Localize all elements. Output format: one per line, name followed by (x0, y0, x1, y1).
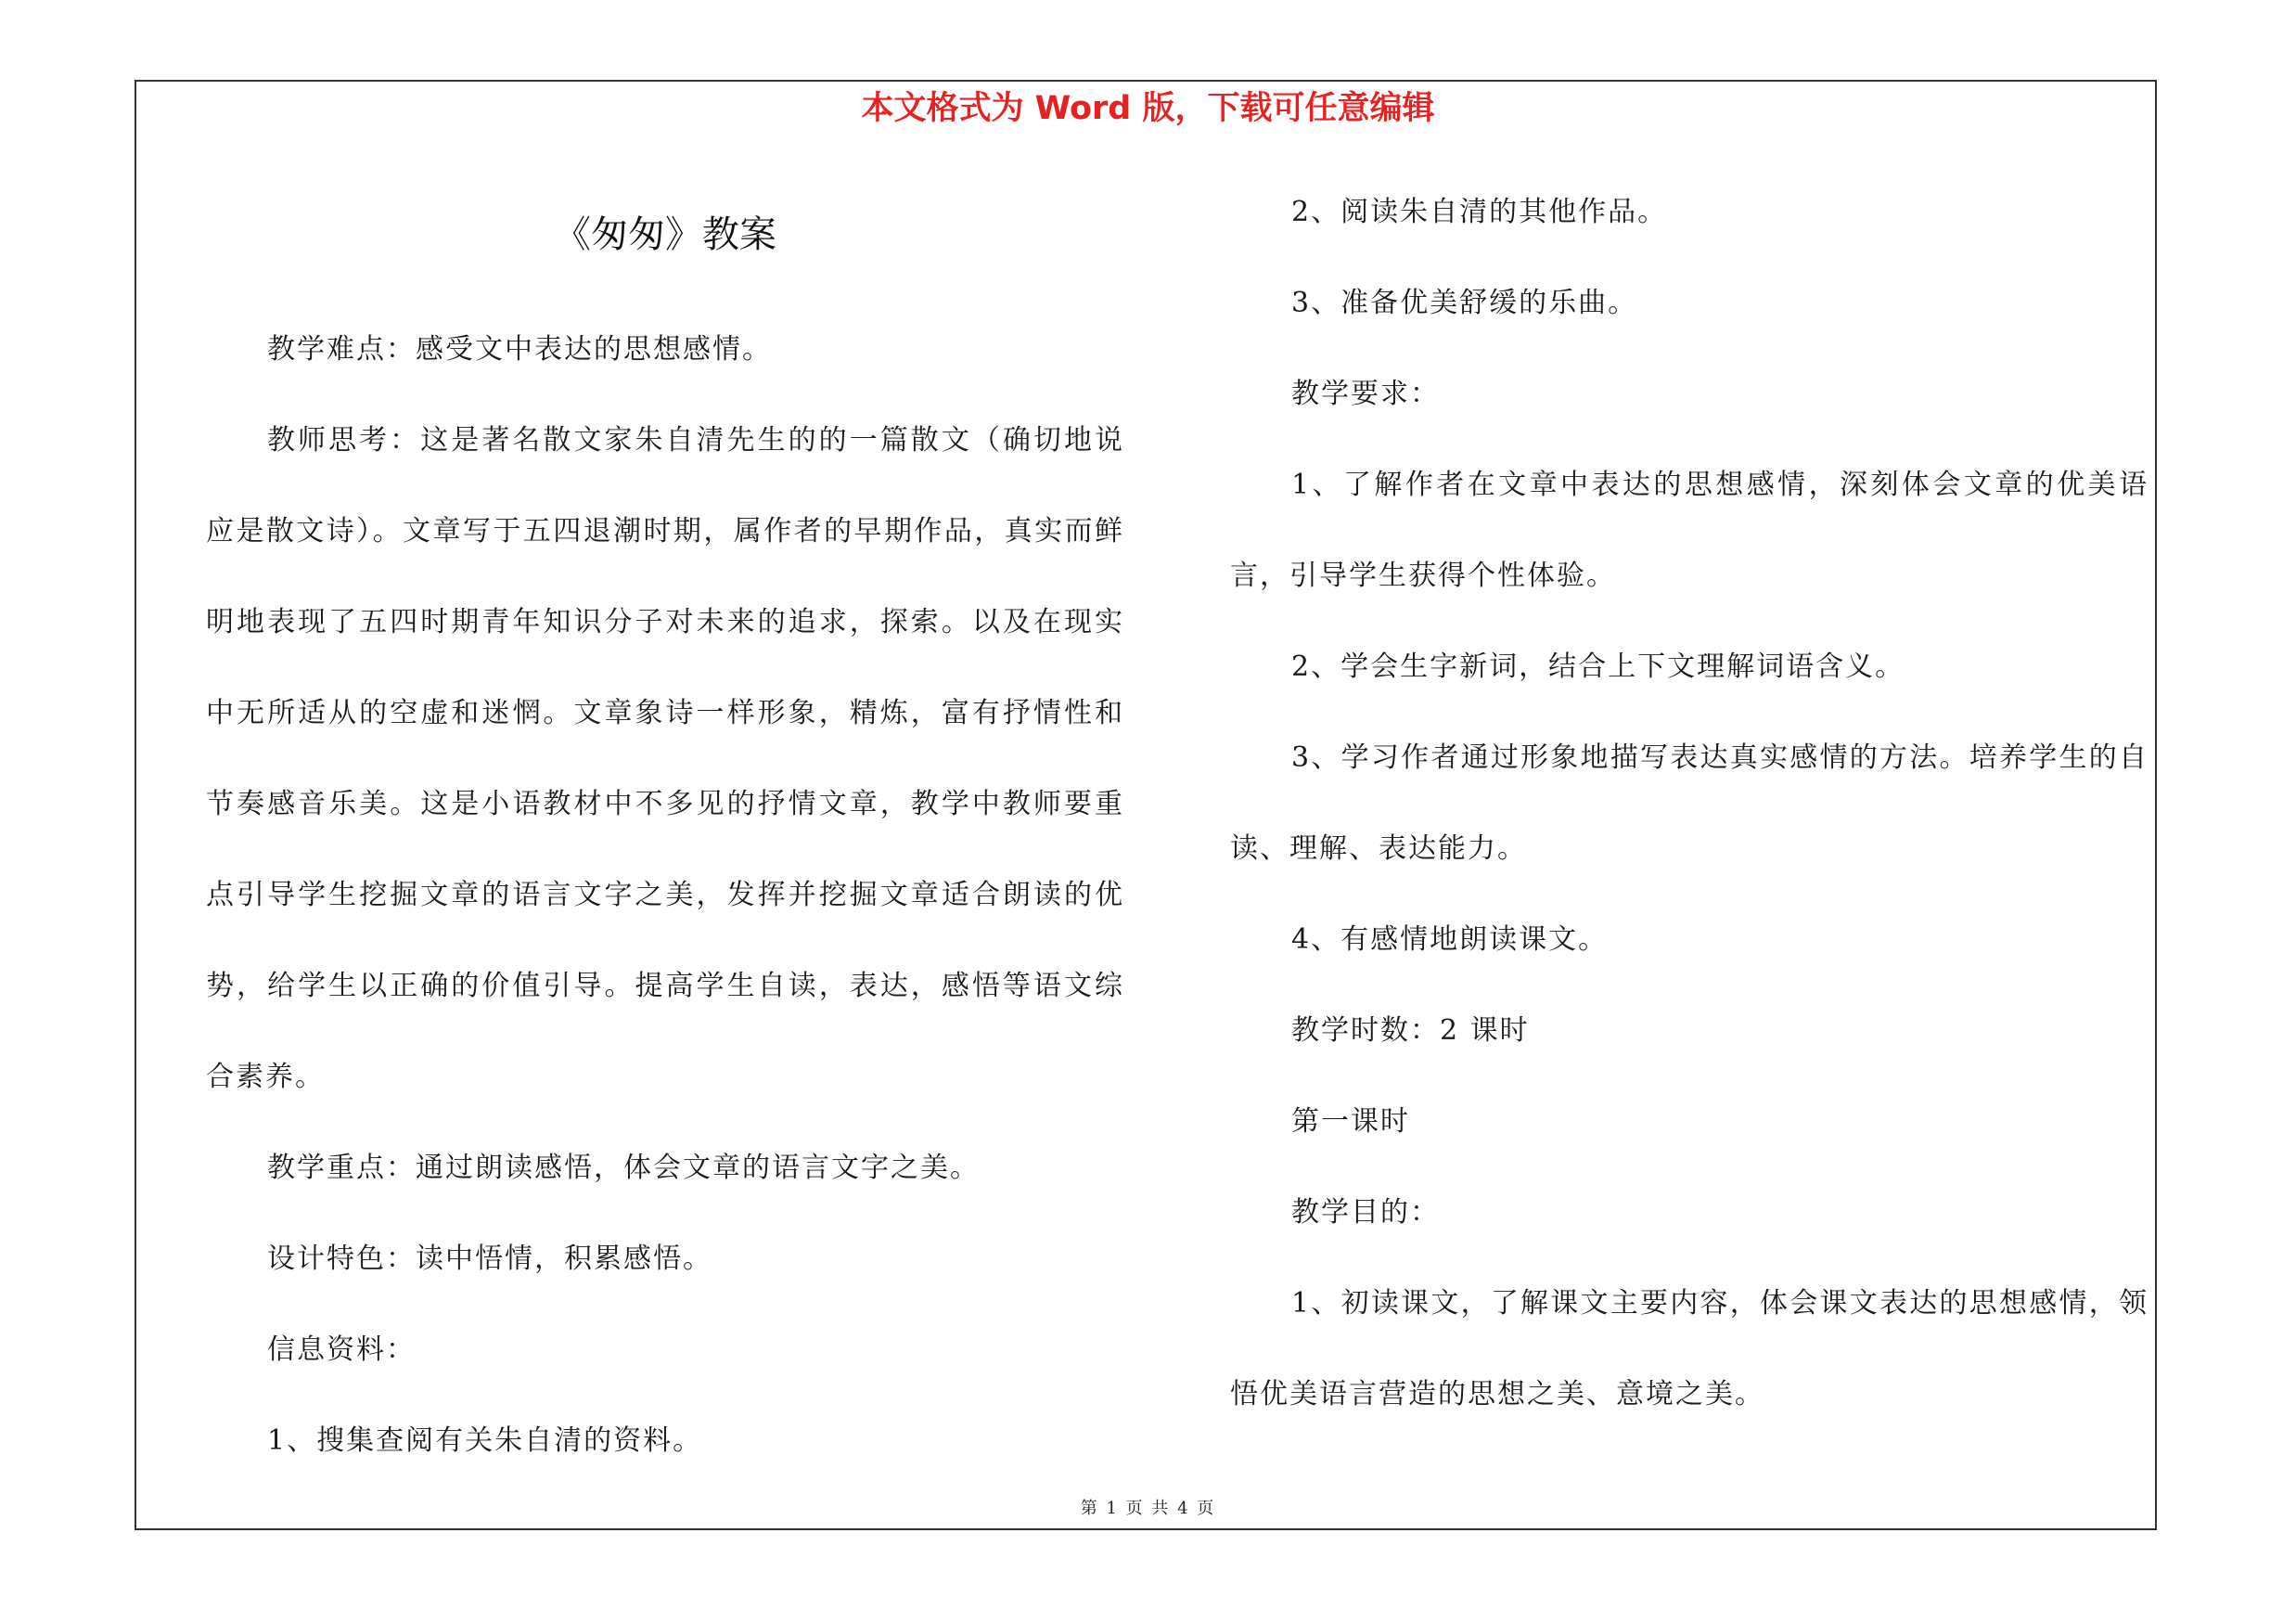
paragraph-info-item-1: 1、搜集查阅有关朱自清的资料。 (267, 1424, 703, 1457)
paragraph-difficulty: 教学难点：感受文中表达的思想感情。 (267, 333, 772, 366)
paragraph-teacher-thoughts: 教师思考：这是著名散文家朱自清先生的的一篇散文（确切地说应是散文诗）。文章写于五四退潮时期，属作者的早期作品，真实而鲜明地表现了五四时期青年知识分子对未来的追求，探索。以及在现实中无所适从的空虚和迷惘。文章象诗一样形象，精炼，富有抒情性和节奏感音乐美。这是小语教材中不多见的抒情文章，教学中教师要重点引导学生挖掘文章的语言文字之美，发挥并挖掘文章适合朗读的优势，给学生以正确的价值引导。提高学生自读，表达，感悟等语文综合素养。 (206, 424, 1124, 1093)
editable-notice-banner: 本文格式为 Word 版，下载可任意编辑 (861, 90, 1435, 127)
paragraph-info-item-3: 3、准备优美舒缓的乐曲。 (1291, 287, 1638, 319)
paragraph-requirement-1: 1、了解作者在文章中表达的思想感情，深刻体会文章的优美语言，引导学生获得个性体验。 (1230, 469, 2148, 592)
paragraph-info-item-2: 2、阅读朱自清的其他作品。 (1291, 196, 1668, 228)
paragraph-first-lesson: 第一课时 (1291, 1105, 1410, 1138)
paragraph-key-points: 教学重点：通过朗读感悟，体会文章的语言文字之美。 (267, 1152, 980, 1184)
paragraph-class-hours: 教学时数：2 课时 (1291, 1014, 1530, 1047)
paragraph-objectives-heading: 教学目的： (1291, 1196, 1440, 1229)
paragraph-info-heading: 信息资料： (267, 1333, 416, 1366)
paragraph-objective-1: 1、初读课文，了解课文主要内容，体会课文表达的思想感情，领悟优美语言营造的思想之美、意境之美。 (1230, 1287, 2148, 1410)
paragraph-requirements-heading: 教学要求： (1291, 378, 1440, 410)
page-number-footer: 第 1 页 共 4 页 (1080, 1499, 1216, 1518)
paragraph-requirement-2: 2、学会生字新词，结合上下文理解词语含义。 (1291, 650, 1905, 683)
document-title: 《匆匆》教案 (554, 213, 776, 256)
paragraph-requirement-4: 4、有感情地朗读课文。 (1291, 923, 1609, 956)
paragraph-requirement-3: 3、学习作者通过形象地描写表达真实感情的方法。培养学生的自读、理解、表达能力。 (1230, 741, 2148, 865)
paragraph-design-features: 设计特色：读中悟情，积累感悟。 (267, 1243, 712, 1275)
